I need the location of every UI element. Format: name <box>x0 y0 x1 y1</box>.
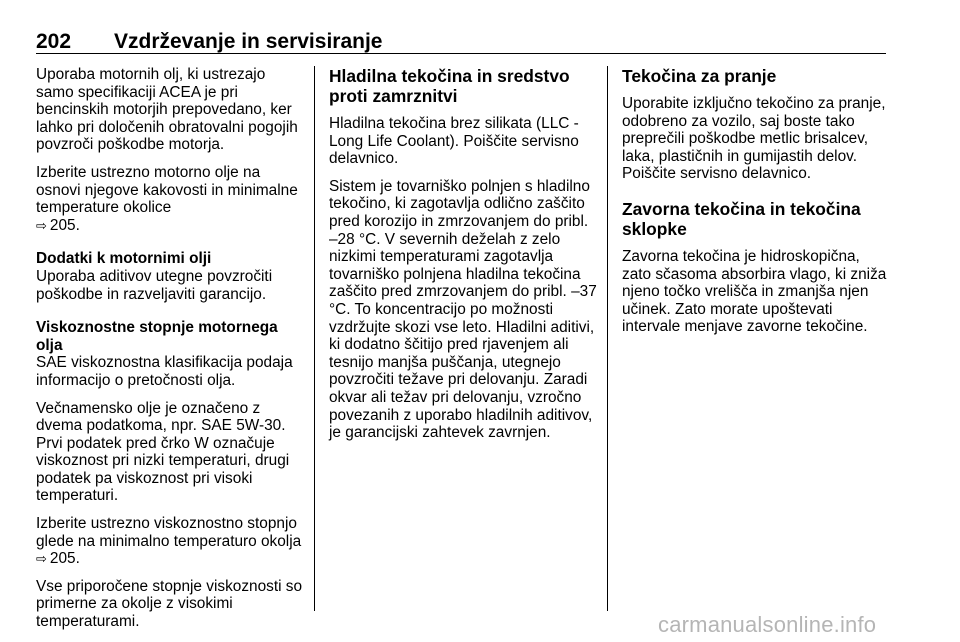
paragraph-brake-fluid: Zavorna tekočina je hidroskopična, zato sčasoma absorbira vlago, ki zniža njeno točko vrelišča in zmanjša njen učinek. Zato morate upoštevati intervale menjave zavorne tekočine. <box>622 247 887 336</box>
column-divider <box>314 66 315 611</box>
paragraph-viscosity-sae: SAE viskoznostna klasifikacija podaja informacijo o pretočnosti olja. <box>36 354 293 389</box>
paragraph-oil-selection: Izberite ustrezno motorno olje na osnovi njegove kakovosti in minimalne temperature okolice ⇨ 205. <box>36 163 298 234</box>
paragraph-coolant-factory: Sistem je tovarniško polnjen s hladilno tekočino, ki zagotavlja odlično zaščito pred korozijo in zmrzovanjem do pribl. –28 °C. V severnih deželah z zelo nizkimi temperaturami zagotavlja tovarniško polnjena hladilna tekočina zaščito pred zmrzovanjem do pribl. –37 °C. To koncentracijo po možnosti vzdržujte skozi vse leto. Hladilni aditivi, ki dodatno ščitijo pred rjavenjem ali tesnijo manjša puščanja, utegnejo povzročiti težave pri delovanju. Zaradi okvar ali težav pri delovanju, vzročno povezanih z uporabo hladilnih aditivov, je garancijski zahtevek zavrnjen. <box>329 177 597 442</box>
paragraph-coolant-type: Hladilna tekočina brez silikata (LLC - Long Life Coolant). Poiščite servisno delavnico. <box>329 115 579 168</box>
page-reference-link[interactable]: 205. <box>49 216 80 234</box>
heading-brake-fluid: Zavorna tekočina in tekočina sklopke <box>622 198 861 239</box>
header-divider <box>36 53 886 54</box>
arrow-reference-icon: ⇨ <box>36 551 47 567</box>
column-divider <box>607 66 608 611</box>
page-reference-link[interactable]: 205. <box>49 550 80 568</box>
chapter-title: Vzdrževanje in servisiranje <box>114 30 383 53</box>
page-header <box>36 30 886 60</box>
paragraph-washer-fluid: Uporabite izključno tekočino za pranje, odobreno za vozilo, saj boste tako preprečili poškodbe metlic brisalcev, laka, plastičnih in gumijastih delov. Poiščite servisno delavnico. <box>622 95 886 183</box>
heading-oil-additives: Dodatki k motornimi olji <box>36 250 212 268</box>
column-left <box>36 66 306 641</box>
paragraph-viscosity-multigrade: Večnamensko olje je označeno z dvema podatkoma, npr. SAE 5W-30. Prvi podatek pred črko W označuje viskoznost pri nizki temperaturi, drugi podatek pa viskoznost pri visoki temperaturi. <box>36 399 290 505</box>
paragraph-acea-warning: Uporaba motornih olj, ki ustrezajo samo specifikaciji ACEA je pri bencinskih motorjih prepovedano, ker lahko pri določenih obratovalni pogojih povzroči poškodbe motorja. <box>36 66 298 154</box>
watermark: carmanualsonline.info <box>658 612 877 637</box>
paragraph-viscosity-selection: Izberite ustrezno viskoznostno stopnjo glede na minimalno temperaturo okolja ⇨ 205. <box>36 515 302 568</box>
column-right <box>622 66 892 346</box>
paragraph-oil-additives: Uporaba aditivov utegne povzročiti poškodbe in razveljaviti garancijo. <box>36 267 273 303</box>
arrow-reference-icon: ⇨ <box>36 217 47 233</box>
page-number: 202 <box>36 30 72 53</box>
heading-coolant: Hladilna tekočina in sredstvo proti zamrznitvi <box>329 66 570 106</box>
heading-washer-fluid: Tekočina za pranje <box>622 66 777 86</box>
heading-viscosity-grades: Viskoznostne stopnje motornega olja <box>36 319 278 354</box>
paragraph-viscosity-recommended: Vse priporočene stopnje viskoznosti so primerne za okolje z visokimi temperaturami. <box>36 577 303 631</box>
column-middle <box>329 66 599 452</box>
